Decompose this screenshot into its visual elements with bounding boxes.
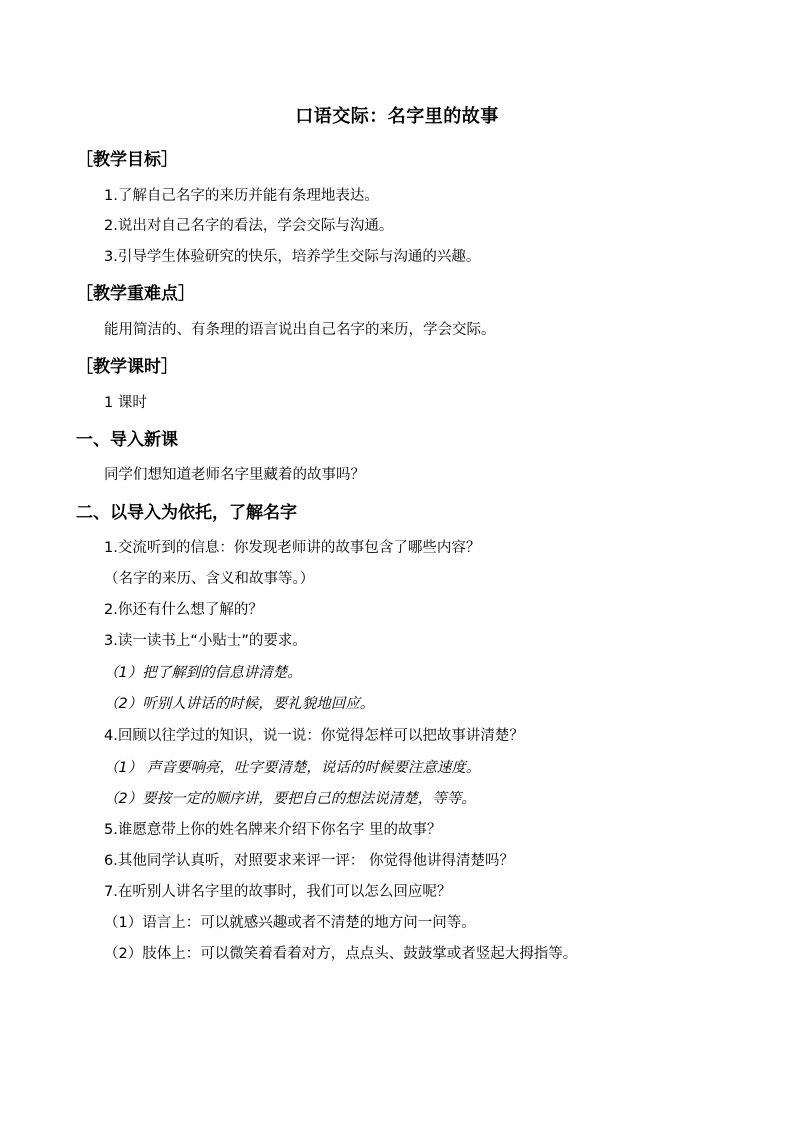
objective-item-1: 1.了解自己名字的来历并能有条理地表达。 [104,188,379,204]
section2-line-9: （2）要按一定的顺序讲，要把自己的想法说清楚，等等。 [104,791,476,807]
section2-line-7: 4.回顾以往学过的知识，说一说：你觉得怎样可以把故事讲清楚？ [104,728,524,744]
section2-line-8: （1） 声音要响亮，吐字要清楚，说话的时候要注意速度。 [104,760,481,776]
section2-line-3: 2.你还有什么想了解的？ [104,602,263,618]
objective-item-2: 2.说出对自己名字的看法，学会交际与沟通。 [104,218,394,234]
section2-line-2: （名字的来历、含义和故事等。） [104,571,315,587]
section1-text: 同学们想知道老师名字里藏着的故事吗？ [104,467,365,483]
section2-line-14: （2）肢体上：可以微笑着看着对方，点点头、鼓鼓掌或者竖起大拇指等。 [104,946,578,962]
section2-line-10: 5.谁愿意带上你的姓名牌来介绍下你名字 里的故事？ [104,822,442,838]
section2-line-11: 6.其他同学认真听，对照要求来评一评： 你觉得他讲得清楚吗？ [104,853,514,869]
section1-heading: 一、导入新课 [76,430,178,450]
section2-line-6: （2）听别人讲话的时候，要礼貌地回应。 [104,696,375,712]
class-hours-text: 1 课时 [104,395,147,411]
section2-line-12: 7.在听别人讲名字里的故事时，我们可以怎么回应呢？ [104,884,452,900]
class-hours-heading: ［教学课时］ [76,357,178,377]
key-points-text: 能用简洁的、有条理的语言说出自己名字的来历，学会交际。 [104,322,496,338]
section2-line-13: （1）语言上：可以就感兴趣或者不清楚的地方问一问等。 [104,915,476,931]
key-points-heading: ［教学重难点］ [76,284,195,304]
section2-line-5: （1）把了解到的信息讲清楚。 [104,665,302,681]
section2-heading: 二、以导入为依托，了解名字 [76,503,297,523]
document-title: 口语交际：名字里的故事 [295,106,499,127]
objectives-heading: ［教学目标］ [76,150,178,170]
objective-item-3: 3.引导学生体验研究的快乐，培养学生交际与沟通的兴趣。 [104,249,481,265]
section2-line-4: 3.读一读书上“小贴士”的要求。 [104,633,307,649]
section2-line-1: 1.交流听到的信息：你发现老师讲的故事包含了哪些内容？ [104,540,481,556]
